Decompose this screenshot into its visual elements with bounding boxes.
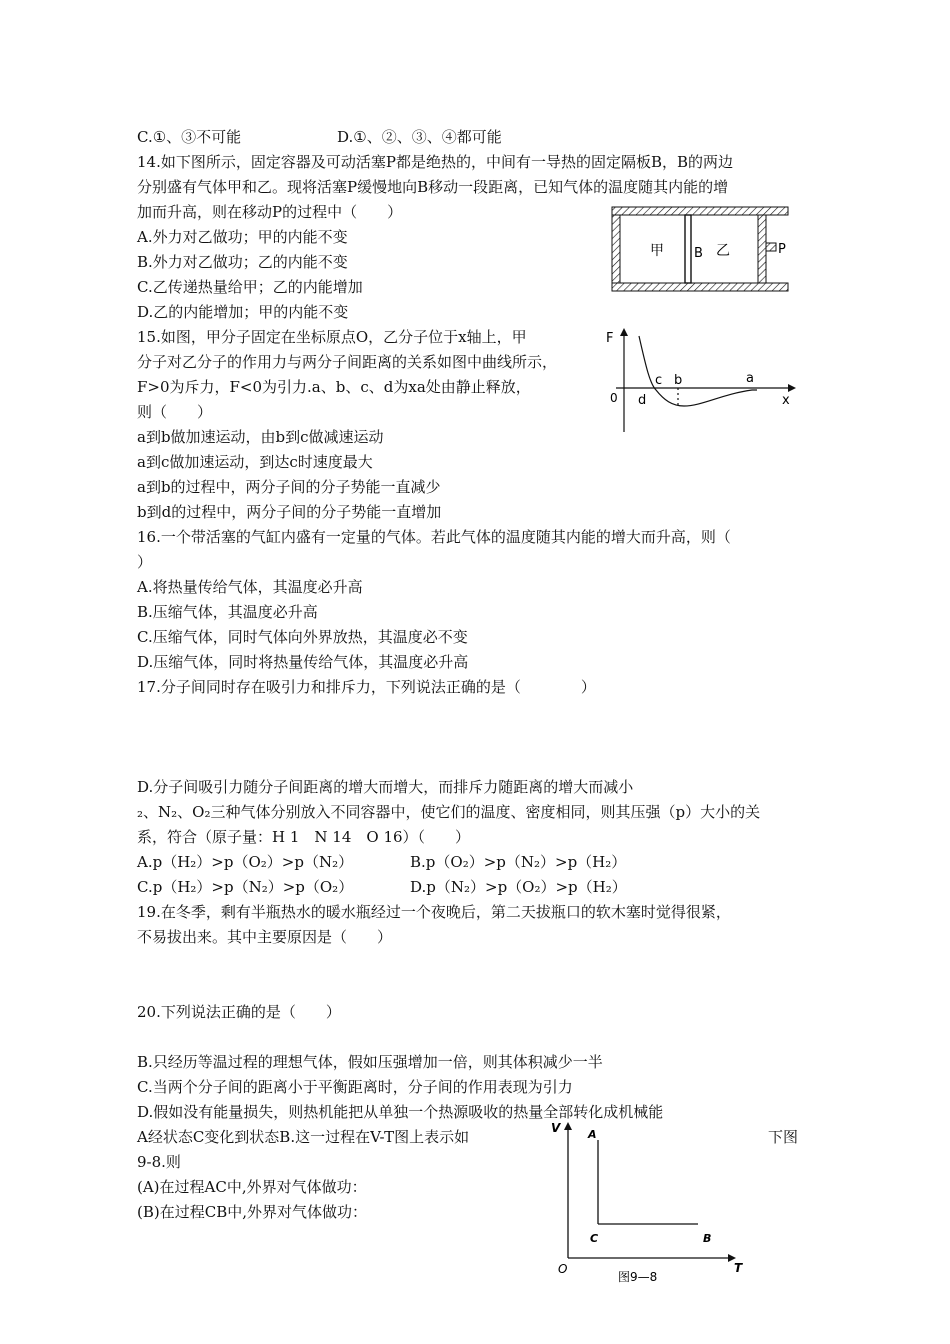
container-left-wall [612, 215, 620, 283]
point-a-label: a [746, 371, 754, 386]
q15-stem-line2: 分子对乙分子的作用力与两分子间距离的关系如图中曲线所示， [137, 353, 558, 371]
container-bottom-wall [612, 283, 788, 291]
origin-label: 0 [610, 391, 618, 405]
piston-p [758, 215, 766, 283]
t-axis-label: T [734, 1261, 743, 1275]
q14-option-a: A.外力对乙做功；甲的内能不变 [137, 228, 348, 246]
q15-stem-line4: 则（ ） [137, 403, 213, 421]
v-axis-label: V [551, 1121, 561, 1135]
container-piston-figure [610, 205, 795, 295]
q20-option-b: B.只经历等温过程的理想气体，假如压强增加一倍，则其体积减少一半 [137, 1053, 603, 1071]
x-label: x [782, 393, 790, 408]
piston-p-label: P [778, 242, 786, 257]
partition-b-label: B [694, 246, 703, 261]
q17-stem: 17.分子间同时存在吸引力和排斥力，下列说法正确的是（ ） [137, 678, 596, 696]
gas-jia-label: 甲 [650, 243, 664, 259]
piston-rod [766, 243, 776, 251]
q13-option-c: C.①、③不可能 [137, 128, 242, 146]
figure-caption: 图9—8 [618, 1270, 658, 1284]
q15-stem-line3: F>0为斥力，F<0为引力.a、b、c、d为xa处由静止释放， [137, 378, 531, 396]
q18-stem-line2: 系，符合（原子量：H 1 N 14 O 16）（ ） [137, 828, 471, 846]
q19-stem-line2: 不易拔出来。其中主要原因是（ ） [137, 928, 393, 946]
point-d-label: d [638, 393, 647, 408]
q14-stem-line2: 分别盛有气体甲和乙。现将活塞P缓慢地向B移动一段距离，已知气体的温度随其内能的增 [137, 178, 729, 196]
q16-stem-line2: ） [137, 553, 153, 571]
v-axis-arrow-icon [564, 1122, 572, 1130]
q18-stem-line1: ₂、N₂、O₂三种气体分别放入不同容器中，使它们的温度、密度相同，则其压强（p）大小的关 [137, 803, 761, 821]
point-b-label: b [674, 373, 683, 388]
q14-option-c: C.乙传递热量给甲；乙的内能增加 [137, 278, 363, 296]
container-top-wall [612, 207, 788, 215]
q20-option-d: D.假如没有能量损失，则热机能把从单独一个热源吸收的热量全部转化成机械能 [137, 1103, 664, 1121]
q18-option-b: B.p（O₂）>p（N₂）>p（H₂） [410, 853, 627, 871]
fixed-partition-b [685, 215, 691, 283]
q15-option-c: a到b的过程中，两分子间的分子势能一直减少 [137, 478, 441, 496]
q20-option-c: C.当两个分子间的距离小于平衡距离时，分子间的作用表现为引力 [137, 1078, 573, 1096]
q14-stem-line3: 加而升高，则在移动P的过程中（ ） [137, 203, 403, 221]
q21-stem-line2: 9-8.则 [137, 1153, 181, 1171]
q15-option-a: a到b做加速运动，由b到c做减速运动 [137, 428, 384, 446]
q16-option-b: B.压缩气体，其温度必升高 [137, 603, 318, 621]
q13-option-d: D.①、②、③、④都可能 [337, 128, 502, 146]
q20-stem: 20.下列说法正确的是（ ） [137, 1003, 341, 1021]
q21-stem-line1: A经状态C变化到状态B.这一过程在V-T图上表示如 [137, 1128, 470, 1146]
q21-option-b: (B)在过程CB中,外界对气体做功： [137, 1203, 367, 1221]
q18-option-d: D.p（N₂）>p（O₂）>p（H₂） [410, 878, 627, 896]
q17-option-d: D.分子间吸引力随分子间距离的增大而增大，而排斥力随距离的增大而减小 [137, 778, 634, 796]
origin-o-label: O [558, 1262, 568, 1276]
q18-option-c: C.p（H₂）>p（N₂）>p（O₂） [137, 878, 354, 896]
state-b-label: B [703, 1232, 712, 1245]
state-a-label: A [588, 1128, 597, 1141]
f-label: F [606, 331, 614, 346]
q16-option-c: C.压缩气体，同时气体向外界放热，其温度必不变 [137, 628, 468, 646]
q21-option-a: (A)在过程AC中,外界对气体做功： [137, 1178, 367, 1196]
f-axis-arrow-icon [620, 328, 628, 336]
q18-option-a: A.p（H₂）>p（O₂）>p（N₂） [137, 853, 354, 871]
molecular-force-figure [602, 322, 807, 437]
q14-option-b: B.外力对乙做功；乙的内能不变 [137, 253, 348, 271]
q21-stem-line1-tail: 下图 [768, 1128, 799, 1146]
q19-stem-line1: 19.在冬季，剩有半瓶热水的暖水瓶经过一个夜晚后，第二天拔瓶口的软木塞时觉得很紧， [137, 903, 731, 921]
q16-option-a: A.将热量传给气体，其温度必升高 [137, 578, 363, 596]
q14-stem-line1: 14.如下图所示，固定容器及可动活塞P都是绝热的，中间有一导热的固定隔板B，B的两边 [137, 153, 733, 171]
state-c-label: C [590, 1232, 599, 1245]
point-c-label: c [655, 373, 663, 388]
q14-option-d: D.乙的内能增加；甲的内能不变 [137, 303, 349, 321]
x-axis-arrow-icon [788, 384, 796, 392]
gas-yi-label: 乙 [716, 243, 730, 259]
q15-stem-line1: 15.如图，甲分子固定在坐标原点O，乙分子位于x轴上，甲 [137, 328, 527, 346]
q15-option-d: b到d的过程中，两分子间的分子势能一直增加 [137, 503, 442, 521]
q15-option-b: a到c做加速运动，到达c时速度最大 [137, 453, 373, 471]
q16-stem-line1: 16.一个带活塞的气缸内盛有一定量的气体。若此气体的温度随其内能的增大而升高，则（ [137, 528, 731, 546]
force-curve [639, 336, 757, 406]
vt-diagram-figure [548, 1118, 758, 1286]
q16-option-d: D.压缩气体，同时将热量传给气体，其温度必升高 [137, 653, 469, 671]
